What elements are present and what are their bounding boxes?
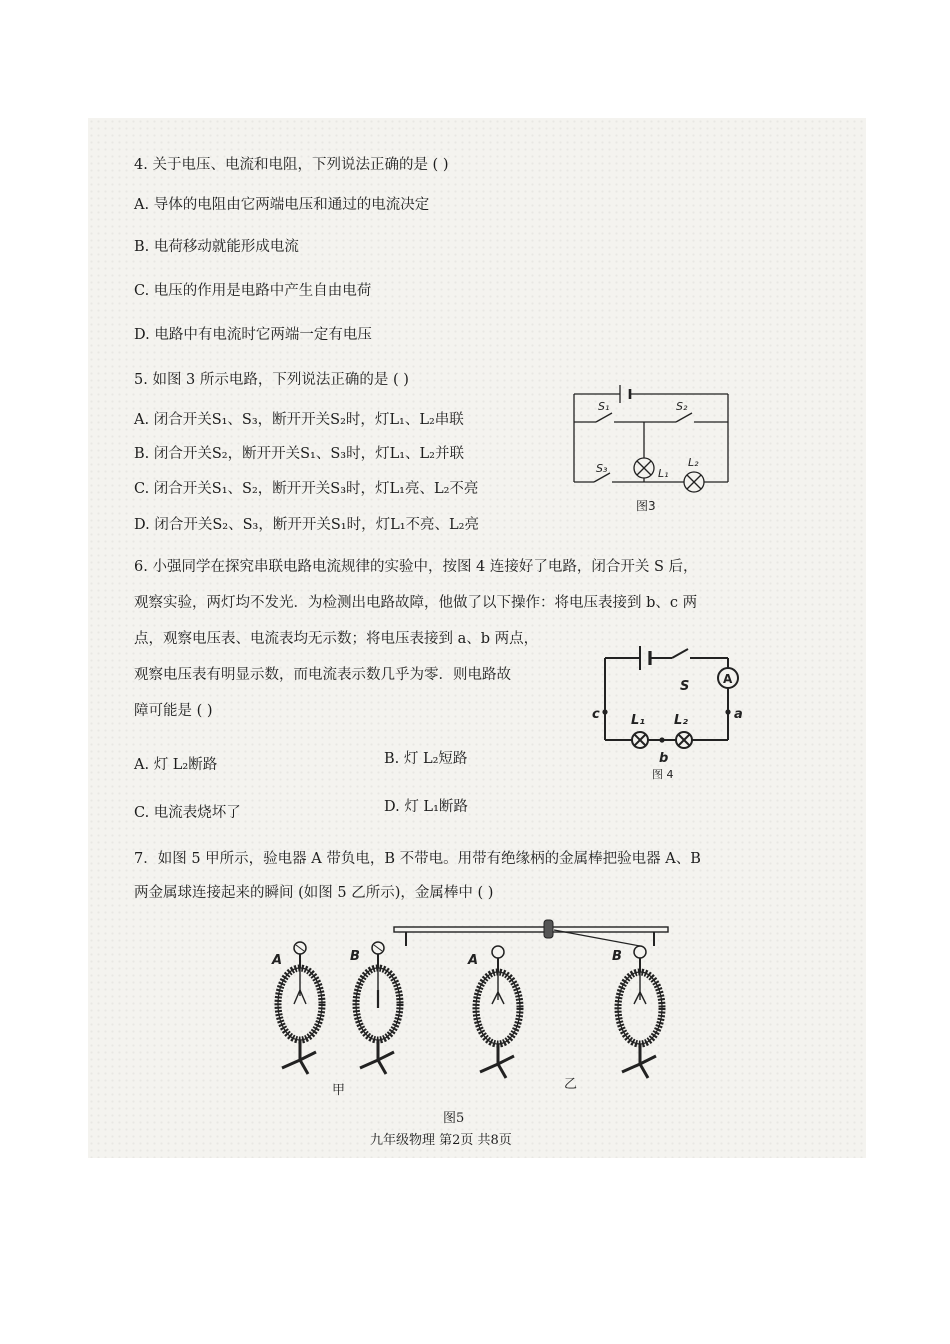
figure-4-circuit (588, 640, 758, 780)
q6-line-3: 点，观察电压表、电流表均无示数；将电压表接到 a、b 两点， (134, 631, 539, 647)
q6-line-2: 观察实验，两灯均不发光．为检测出电路故障，他做了以下操作：将电压表接到 b、c 两 (134, 595, 698, 611)
point-a: a (734, 707, 743, 722)
figure-3-circuit (568, 380, 738, 515)
q6-option-c: C. 电流表烧坏了 (134, 805, 241, 821)
yi-label-a: A (468, 953, 479, 968)
point-b: b (659, 751, 669, 766)
page-footer: 九年级物理 第2页 共8页 (370, 1133, 512, 1148)
q5-option-a: A. 闭合开关S₁、S₃，断开开关S₂时，灯L₁、L₂串联 (134, 412, 464, 428)
label-s3: S₃ (596, 462, 608, 475)
figure-5-electroscopes (258, 918, 688, 1118)
jia-label-a: A (272, 953, 283, 968)
q4-option-b: B. 电荷移动就能形成电流 (134, 239, 299, 255)
label-yi: 乙 (564, 1077, 578, 1092)
switch-s1-lever (596, 413, 612, 422)
q5-stem: 5. 如图 3 所示电路，下列说法正确的是 ( ) (134, 372, 409, 388)
q7-line-2: 两金属球连接起来的瞬间 (如图 5 乙所示)，金属棒中 ( ) (134, 885, 494, 901)
q6-line-5: 障可能是 ( ) (134, 703, 213, 719)
q6-option-d: D. 灯 L₁断路 (384, 799, 468, 815)
q6-option-a: A. 灯 L₂断路 (134, 757, 218, 773)
label-jia: 甲 (332, 1083, 346, 1098)
q4-option-d: D. 电路中有电流时它两端一定有电压 (134, 327, 372, 343)
exam-page (88, 118, 866, 1158)
point-c: c (592, 707, 600, 722)
q4-option-a: A. 导体的电阻由它两端电压和通过的电流决定 (134, 197, 430, 213)
label-l2: L₂ (674, 713, 688, 728)
q6-option-b: B. 灯 L₂短路 (384, 751, 468, 767)
q5-option-d: D. 闭合开关S₂、S₃，断开开关S₁时，灯L₁不亮、L₂亮 (134, 517, 479, 533)
q4-stem: 4. 关于电压、电流和电阻，下列说法正确的是 ( ) (134, 157, 449, 173)
label-l2: L₂ (688, 456, 699, 469)
q6-line-4: 观察电压表有明显示数，而电流表示数几乎为零．则电路故 (134, 667, 511, 683)
figure-4-caption: 图 4 (652, 768, 674, 781)
q5-option-c: C. 闭合开关S₁、S₂，断开开关S₃时，灯L₁亮、L₂不亮 (134, 481, 479, 497)
q7-line-1: 7．如图 5 甲所示，验电器 A 带负电，B 不带电。用带有绝缘柄的金属棒把验电器 A、B (134, 851, 701, 867)
switch-s-lever (672, 649, 688, 658)
label-l1: L₁ (631, 713, 645, 728)
q5-option-b: B. 闭合开关S₂，断开开关S₁、S₃时，灯L₁、L₂并联 (134, 446, 464, 462)
figure-5-caption: 图5 (443, 1111, 465, 1126)
yi-label-b: B (612, 949, 622, 964)
q4-option-c: C. 电压的作用是电路中产生自由电荷 (134, 283, 372, 299)
ammeter-label: A (723, 672, 733, 686)
label-s2: S₂ (676, 400, 688, 413)
figure-3-caption: 图3 (636, 499, 656, 513)
label-l1: L₁ (658, 467, 669, 480)
label-s1: S₁ (598, 400, 610, 413)
q6-line-1: 6. 小强同学在探究串联电路电流规律的实验中，按图 4 连接好了电路，闭合开关 S 后， (134, 559, 698, 575)
label-s: S (680, 679, 690, 694)
switch-s2-lever (676, 413, 692, 422)
jia-label-b: B (350, 949, 360, 964)
